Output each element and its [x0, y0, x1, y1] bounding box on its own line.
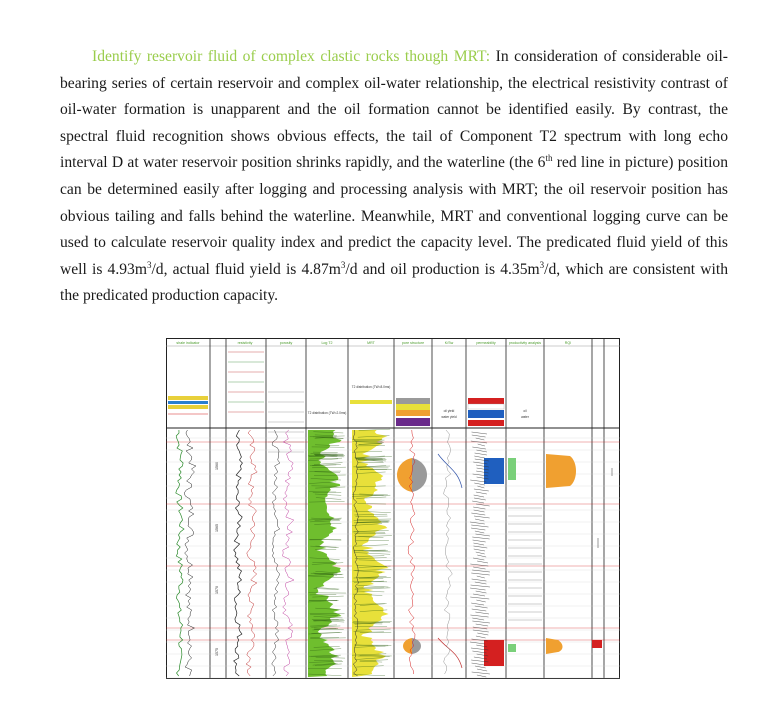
superscript-3-a: 3: [146, 259, 152, 270]
shale-header-bar-2: [168, 401, 208, 404]
header-note-2: oil yield: [443, 409, 455, 413]
track-header-3: Log T2: [321, 341, 333, 345]
perm-red-block: [484, 640, 504, 666]
header-note-5: water: [521, 415, 529, 419]
pore-legend-yellow: [396, 404, 430, 410]
paragraph-text-3: /d, actual fluid yield is 4.87m: [151, 260, 341, 278]
shale-header-bar-3: [168, 405, 208, 409]
track-header-0: shale indicator: [176, 341, 200, 345]
perm-legend-red-2: [468, 420, 504, 426]
perm-legend-blue: [468, 410, 504, 418]
well-log-figure: [166, 338, 620, 679]
right-red-mark: [592, 640, 602, 648]
depth-mark-2: 1570: [215, 586, 219, 594]
pore-legend-purple: [396, 418, 430, 426]
header-note-3: water yield: [441, 415, 457, 419]
track-header-4: MRT: [367, 341, 375, 345]
shale-header-bar-1: [168, 396, 208, 400]
superscript-3-c: 3: [539, 259, 545, 270]
track-header-9: RQI: [564, 341, 572, 345]
track-header-1: resistivity: [237, 341, 253, 345]
paragraph-text-4: /d and oil production is 4.35m: [345, 260, 540, 278]
perm-blue-block: [484, 458, 504, 484]
superscript-3-b: 3: [340, 259, 346, 270]
paragraph-text-1: In consideration of considerable oil-bearing series of certain reservoir and complex oil-water relationship, the electrical resistivity contrast of oil-water formation is unapparent and the oil formation cannot be identified easily. By contrast, the spectral fluid recognition shows obvious effects, the tail of Component T2 spectrum with long echo interval D at water reservoir position shrinks rapidly, and the waterline (the 6: [60, 48, 729, 172]
rqi-orange-block: [546, 454, 576, 488]
pore-legend-orange: [396, 410, 430, 416]
header-note-0: T2 distribution (TW=2.0ms): [307, 411, 347, 415]
depth-mark-1: 1565: [215, 524, 219, 532]
header-note-1: T2 distribution (TW=8.0ms): [351, 385, 391, 389]
track-header-8: productivity analysis: [508, 341, 542, 345]
paragraph-text-2: red line in picture) position can be determined easily after logging and processing analysis with MRT; the oil reservoir position has obvious tailing and falls behind the waterline. Meanwhile, MRT and conventional logging curve can be used to calculate reservoir quality index and predict the capacity level. The predicated fluid yield of this well is 4.93m: [60, 154, 728, 278]
well-log-plot: [166, 338, 620, 679]
track-header-2: porosity: [279, 341, 293, 345]
header-note-4: oil: [523, 409, 527, 413]
prod-green-block-2: [508, 644, 516, 652]
depth-mark-3: 1575: [215, 648, 219, 656]
depth-mark-0: 1560: [215, 462, 219, 470]
perm-legend-red: [468, 398, 504, 404]
pore-legend-gray: [396, 398, 430, 404]
body-paragraph: [60, 44, 728, 310]
figure-border: [167, 339, 620, 679]
track-header-7: permeability: [476, 341, 496, 345]
mrt-legend-yellow: [350, 400, 392, 404]
paragraph-text-5: /d, which are consistent with the predicated production capacity.: [60, 260, 729, 305]
perm-legend-white: [468, 404, 504, 409]
paragraph-lead: Identify reservoir fluid of complex clastic rocks though MRT:: [92, 48, 491, 65]
track-header-5: pore structure: [401, 341, 425, 345]
track-header-6: K/Sw: [444, 341, 454, 345]
prod-green-block-1: [508, 458, 516, 480]
superscript-th: th: [545, 153, 553, 164]
